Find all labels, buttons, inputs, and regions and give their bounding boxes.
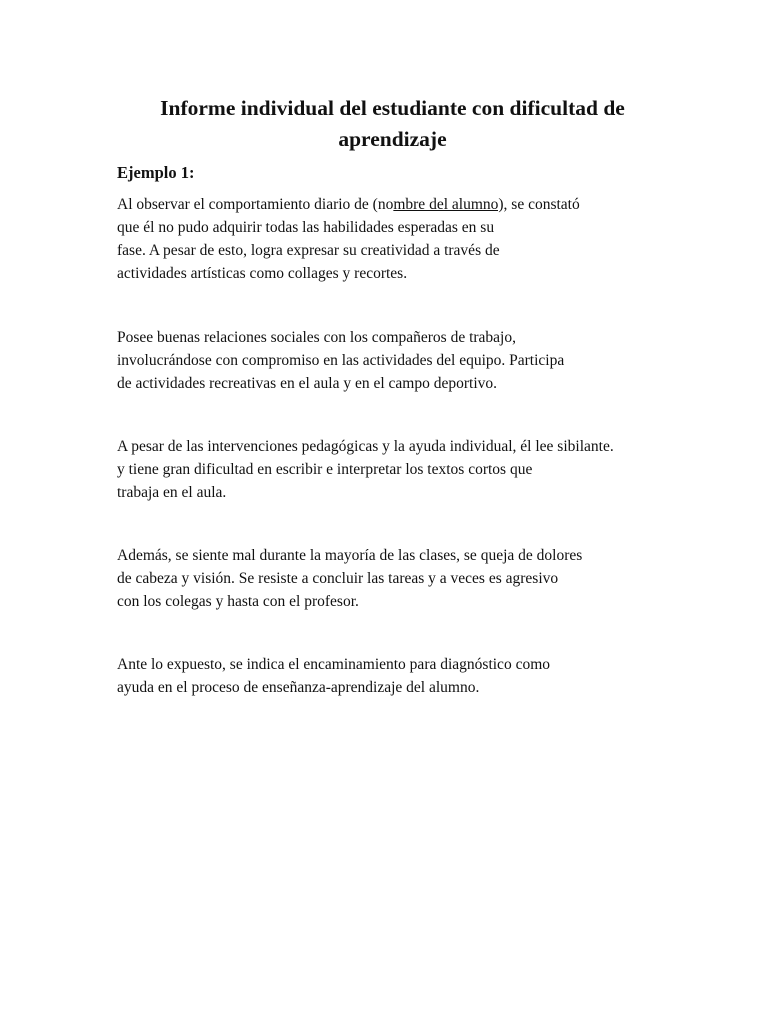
paragraph-4-line-1: Además, se siente mal durante la mayoría de las clases, se queja de dolores <box>117 547 583 564</box>
paragraph-1-line-3: fase. A pesar de esto, logra expresar su creatividad a través de <box>117 242 500 259</box>
paragraph-5-line-2: ayuda en el proceso de enseñanza-aprendizaje del alumno. <box>117 679 480 696</box>
paragraph-2-line-3: de actividades recreativas en el aula y en el campo deportivo. <box>117 375 498 392</box>
paragraph-2-line-2: involucrándose con compromiso en las actividades del equipo. Participa <box>117 352 565 369</box>
paragraph-3-line-2: y tiene gran dificultad en escribir e interpretar los textos cortos que <box>117 461 533 478</box>
paragraph-3-line-1: A pesar de las intervenciones pedagógicas y la ayuda individual, él lee sibilante. <box>117 438 614 455</box>
paragraph-3 <box>117 435 614 504</box>
paragraph-5-line-1: Ante lo expuesto, se indica el encaminamiento para diagnóstico como <box>117 656 551 673</box>
paragraph-2-line-1: Posee buenas relaciones sociales con los compañeros de trabajo, <box>117 329 516 346</box>
paragraph-1-line-4: actividades artísticas como collages y recortes. <box>117 265 408 282</box>
paragraph-2 <box>117 326 564 395</box>
paragraph-1-line-2: que él no pudo adquirir todas las habilidades esperadas en su <box>117 219 495 236</box>
paragraph-4 <box>117 544 582 613</box>
paragraph-1-line-1-end: se constató <box>507 196 580 213</box>
student-name-placeholder: mbre del alumno), <box>393 196 508 213</box>
title-line-2: aprendizaje <box>338 127 447 151</box>
paragraph-3-line-3: trabaja en el aula. <box>117 484 227 501</box>
paragraph-1-line-1-start: Al observar el comportamiento diario de (no <box>117 196 394 213</box>
example-heading: Ejemplo 1: <box>117 163 195 182</box>
paragraph-4-line-2: de cabeza y visión. Se resiste a concluir las tareas y a veces es agresivo <box>117 570 559 587</box>
title-line-1: Informe individual del estudiante con dificultad de <box>160 96 625 120</box>
paragraph-5 <box>117 653 550 699</box>
paragraph-1-line-1 <box>117 193 580 216</box>
paragraph-4-line-3: con los colegas y hasta con el profesor. <box>117 593 359 610</box>
document-title <box>110 93 675 155</box>
paragraph-1 <box>117 193 580 285</box>
